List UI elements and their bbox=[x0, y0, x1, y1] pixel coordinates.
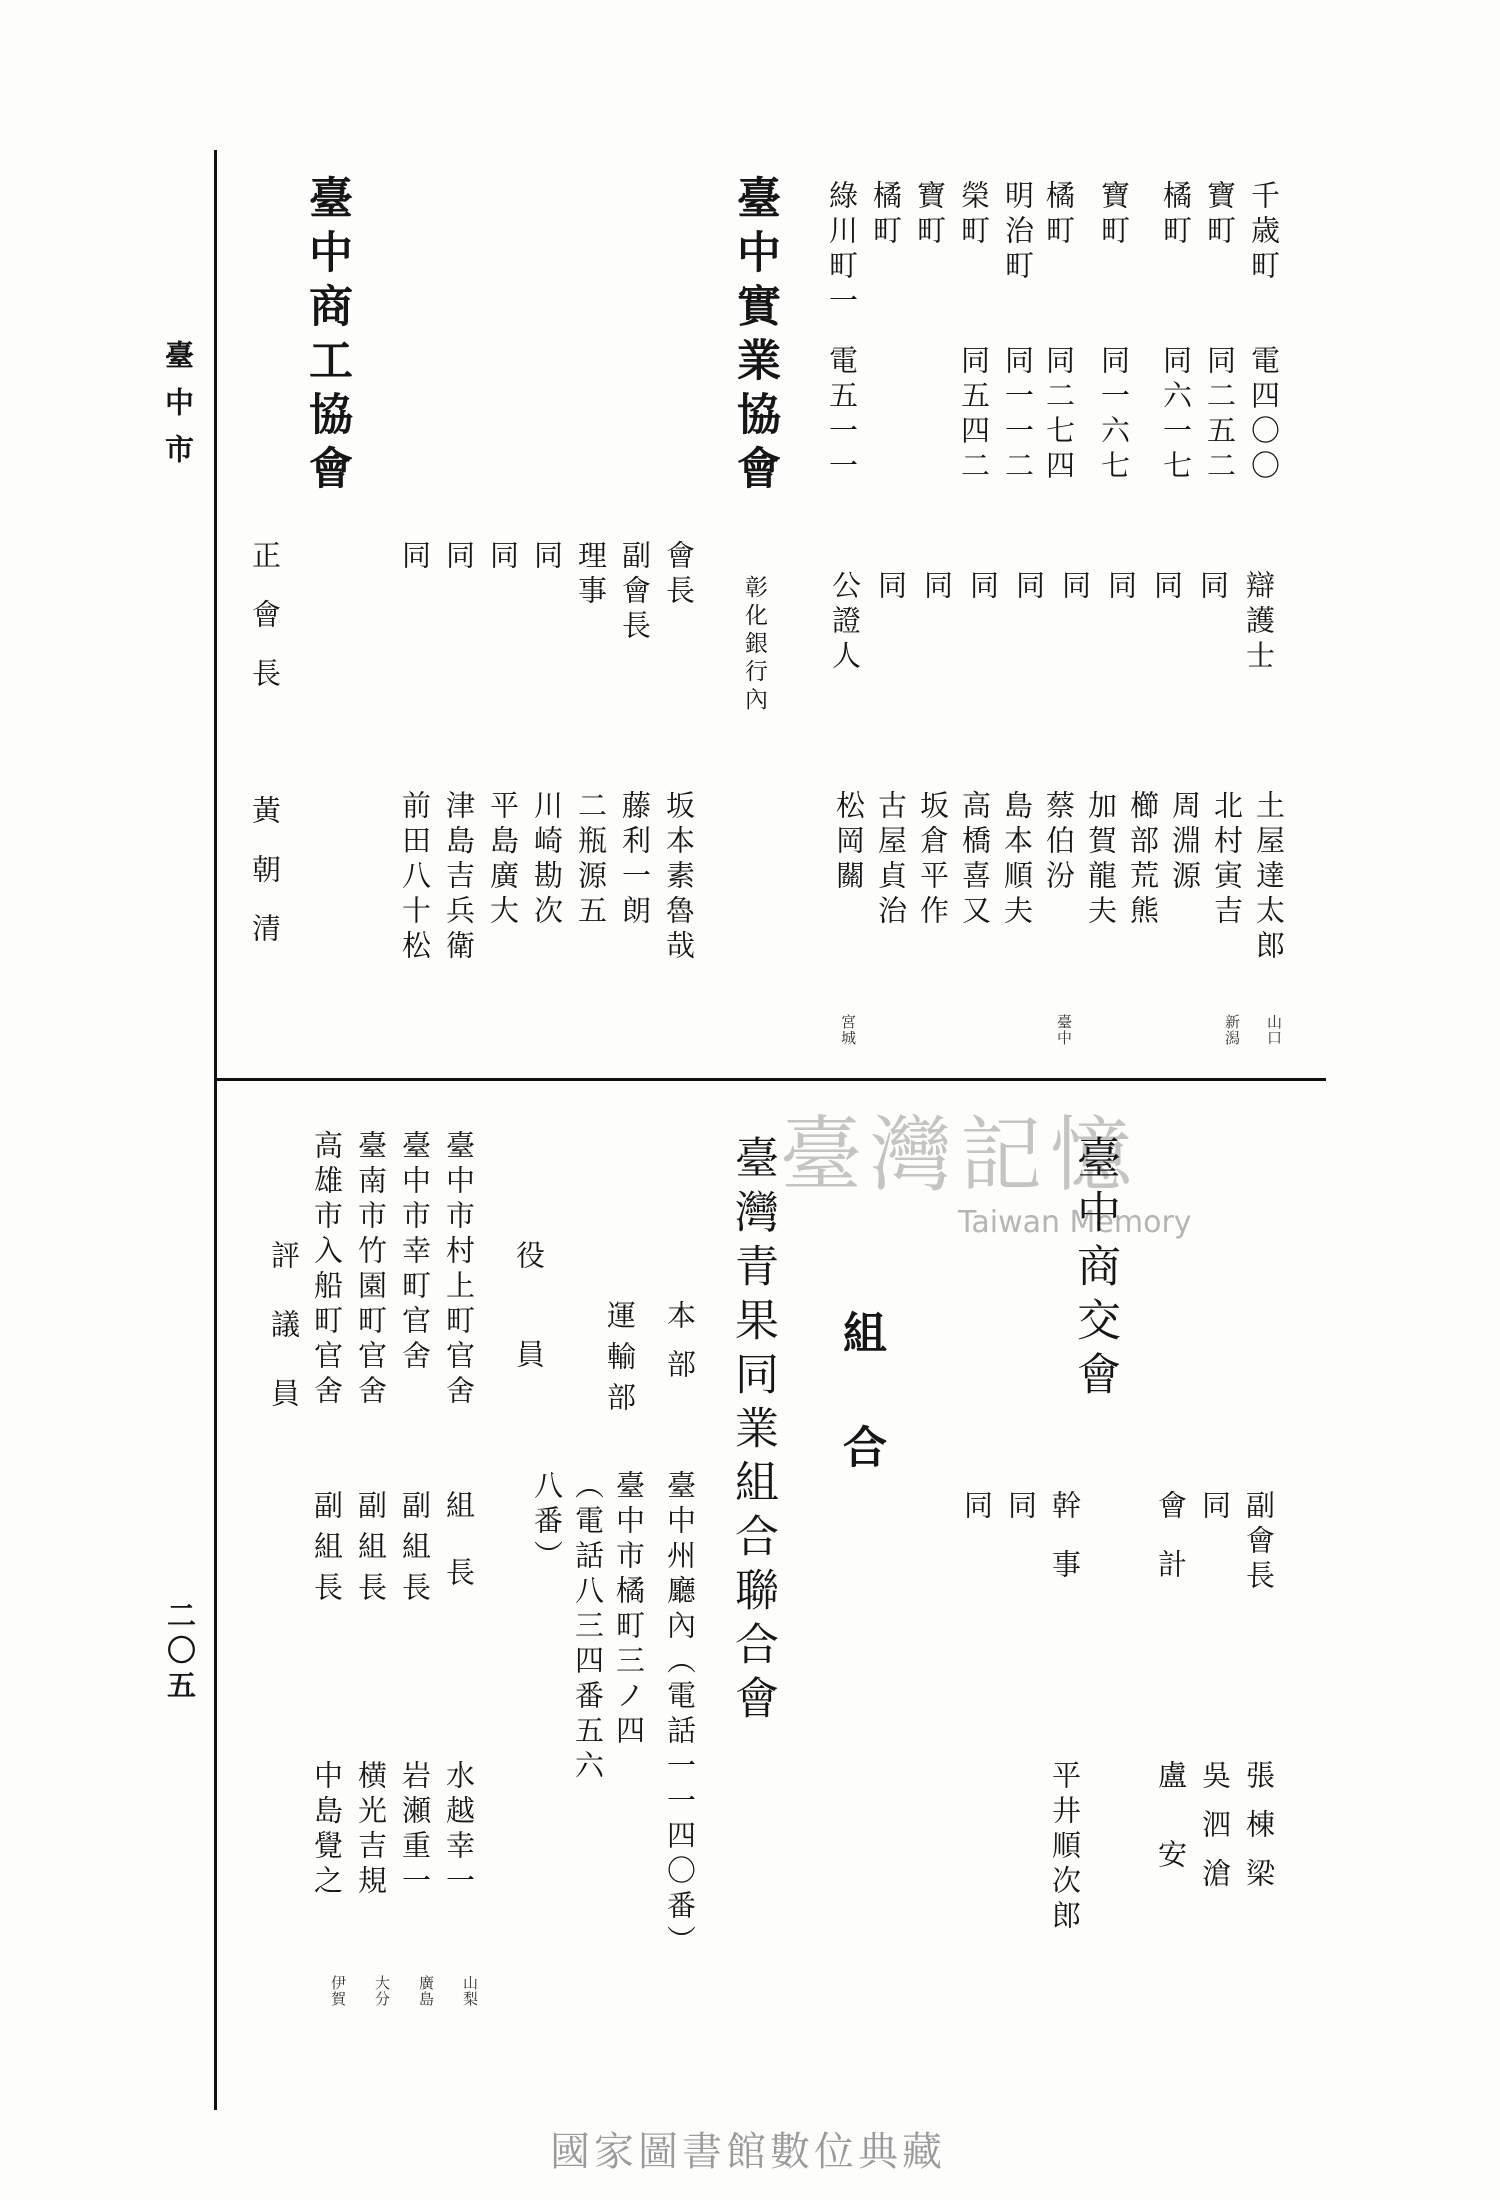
officer-role: 副組長 bbox=[310, 1490, 344, 1613]
watermark-english: Taiwan Memory bbox=[958, 1205, 1192, 1240]
lawyer-phone: 同一一二 bbox=[1001, 345, 1035, 485]
lawyer-title: 同 bbox=[920, 570, 954, 605]
jitsugyo-role: 同 bbox=[486, 540, 520, 575]
lawyer-title: 同 bbox=[1150, 570, 1184, 605]
lawyer-name: 坂倉平作 bbox=[916, 790, 950, 930]
lawyer-address: 橘町 bbox=[869, 180, 903, 250]
officer-name: 岩瀬重一 bbox=[398, 1760, 432, 1900]
section-divider bbox=[216, 1078, 1326, 1081]
officer-address-block bbox=[300, 1130, 480, 1430]
lawyer-title: 同 bbox=[1196, 570, 1230, 605]
lawyer-name: 櫛部荒熊 bbox=[1126, 790, 1160, 930]
transport-label: 運輸部 bbox=[603, 1300, 637, 1423]
lawyer-phone: 電五一一 bbox=[825, 345, 859, 485]
lawyer-phone: 同一六七 bbox=[1097, 345, 1131, 485]
officer-address: 臺中市幸町官舍 bbox=[398, 1130, 432, 1375]
shoko-kokai-role: 同 bbox=[960, 1490, 994, 1525]
officer-origin: 山梨 bbox=[461, 1975, 479, 2007]
lawyer-address: 千歳町 bbox=[1247, 180, 1281, 285]
lawyer-name: 古屋貞治 bbox=[874, 790, 908, 930]
shoko-name: 黃朝清 bbox=[248, 795, 282, 972]
lawyer-phone-block bbox=[785, 345, 1285, 520]
lawyer-phone: 同五四二 bbox=[957, 345, 991, 485]
lawyer-title: 同 bbox=[1058, 570, 1092, 605]
officer-name: 水越幸一 bbox=[442, 1760, 476, 1900]
lawyer-title: 同 bbox=[1104, 570, 1138, 605]
shoko-title: 臺中商工協會 bbox=[301, 175, 352, 499]
kumiai-heading: 組合 bbox=[835, 1310, 886, 1538]
lawyer-name: 周淵源 bbox=[1168, 790, 1202, 895]
jitsugyo-title: 臺中實業協會 bbox=[729, 175, 780, 499]
jitsugyo-role: 同 bbox=[442, 540, 476, 575]
officer-address: 高雄市入船町官舍 bbox=[310, 1130, 344, 1410]
jitsugyo-name: 前田八十松 bbox=[398, 790, 432, 965]
federation-title: 臺灣青果同業組合聯合會 bbox=[727, 1135, 778, 1729]
jitsugyo-name: 津島吉兵衛 bbox=[442, 790, 476, 965]
shoko-kokai-name-block bbox=[980, 1760, 1280, 1960]
lawyer-name: 島本順夫 bbox=[1000, 790, 1034, 930]
lawyer-origin: 新潟 bbox=[1223, 1014, 1241, 1046]
lawyer-title-block bbox=[810, 570, 1280, 770]
shoko-kokai-role: 同 bbox=[1004, 1490, 1038, 1525]
officers-heading: 役員 bbox=[512, 1240, 546, 1438]
shoko-kokai-name: 張棟梁 bbox=[1242, 1760, 1276, 1907]
lawyer-address: 寶町 bbox=[913, 180, 947, 250]
shoko-kokai-role-block bbox=[900, 1490, 1280, 1710]
shoko-kokai-title: 臺中商交會 bbox=[1069, 1135, 1120, 1405]
lawyer-name-block bbox=[810, 790, 1290, 1020]
councillors-heading: 評議員 bbox=[267, 1240, 301, 1447]
lawyer-origin: 山口 bbox=[1265, 1014, 1283, 1046]
lawyer-address: 明治町 bbox=[1001, 180, 1035, 285]
lawyer-name: 松岡關 bbox=[832, 790, 866, 895]
lawyer-origin: 宮城 bbox=[839, 1014, 857, 1046]
lawyer-name: 蔡伯汾 bbox=[1042, 790, 1076, 895]
officer-name: 横光吉規 bbox=[354, 1760, 388, 1900]
jitsugyo-name: 二瓶源五 bbox=[574, 790, 608, 930]
lawyer-phone: 同二五二 bbox=[1203, 345, 1237, 485]
officer-origin: 大分 bbox=[373, 1975, 391, 2007]
shoko-kokai-name: 平井順次郎 bbox=[1048, 1760, 1082, 1935]
lawyer-address: 綠川町一 bbox=[825, 180, 859, 320]
shoko-kokai-name: 盧安 bbox=[1154, 1760, 1188, 1918]
lawyer-phone: 同六一七 bbox=[1159, 345, 1193, 485]
officer-name: 中島覺之 bbox=[310, 1760, 344, 1900]
lawyer-phone: 電四〇〇 bbox=[1247, 345, 1281, 485]
officer-address: 臺南市竹園町官舍 bbox=[354, 1130, 388, 1410]
lawyer-title: 公證人 bbox=[828, 570, 862, 675]
jitsugyo-role: 理事 bbox=[574, 540, 608, 610]
jitsugyo-role: 同 bbox=[398, 540, 432, 575]
officer-role-block bbox=[300, 1490, 480, 1690]
jitsugyo-role: 同 bbox=[530, 540, 564, 575]
shoko-kokai-role: 副會長 bbox=[1242, 1490, 1276, 1595]
shoko-kokai-role: 幹事 bbox=[1048, 1490, 1082, 1608]
lawyer-title: 同 bbox=[966, 570, 1000, 605]
hq-label: 本部 bbox=[663, 1300, 697, 1398]
lawyer-origin: 臺中 bbox=[1055, 1014, 1073, 1046]
jitsugyo-name-block bbox=[400, 790, 700, 1020]
lawyer-name: 北村寅吉 bbox=[1210, 790, 1244, 930]
lawyer-title: 辯護士 bbox=[1242, 570, 1276, 675]
lawyer-address: 寶町 bbox=[1097, 180, 1131, 250]
running-header-city: 臺中市 bbox=[161, 340, 195, 481]
officer-origin: 伊賀 bbox=[329, 1975, 347, 2007]
shoko-kokai-role: 會計 bbox=[1154, 1490, 1188, 1608]
officer-role: 副組長 bbox=[354, 1490, 388, 1613]
page-number: 二〇五 bbox=[163, 1600, 197, 1705]
jitsugyo-name: 坂本素魯哉 bbox=[662, 790, 696, 965]
officer-name-block bbox=[300, 1760, 480, 1980]
margin-rule bbox=[214, 150, 217, 2110]
lawyer-title: 同 bbox=[1012, 570, 1046, 605]
lawyer-address: 榮町 bbox=[957, 180, 991, 250]
hq-address: 臺中州廳內（電話一一四〇番） bbox=[663, 1470, 697, 1960]
jitsugyo-name: 平島廣大 bbox=[486, 790, 520, 930]
lawyer-address: 橘町 bbox=[1042, 180, 1076, 250]
officer-address: 臺中市村上町官舍 bbox=[442, 1130, 476, 1410]
jitsugyo-name: 川崎勘次 bbox=[530, 790, 564, 930]
jitsugyo-role: 副會長 bbox=[618, 540, 652, 645]
lawyer-name: 土屋達太郎 bbox=[1252, 790, 1286, 965]
lawyer-name: 高橋喜又 bbox=[958, 790, 992, 930]
shoko-role: 正會長 bbox=[248, 540, 282, 717]
shoko-kokai-role: 同 bbox=[1198, 1490, 1232, 1525]
officer-role: 副組長 bbox=[398, 1490, 432, 1613]
transport-address-block bbox=[530, 1470, 650, 1810]
jitsugyo-location: 彰化銀行內 bbox=[741, 575, 767, 715]
lawyer-title: 同 bbox=[874, 570, 908, 605]
jitsugyo-name: 藤利一朗 bbox=[618, 790, 652, 930]
lawyer-address: 寶町 bbox=[1203, 180, 1237, 250]
shoko-kokai-name: 吳泗滄 bbox=[1198, 1760, 1232, 1907]
officer-role: 組長 bbox=[442, 1490, 476, 1624]
officer-origin: 廣島 bbox=[417, 1975, 435, 2007]
jitsugyo-role: 會長 bbox=[662, 540, 696, 610]
library-footer: 國家圖書館數位典藏 bbox=[550, 2129, 946, 2175]
watermark-logo: 臺灣記憶 bbox=[780, 1108, 1141, 1203]
lawyer-address: 橘町 bbox=[1159, 180, 1193, 250]
transport-address: 臺中市橘町三ノ四（電話八三四番五六八番） bbox=[530, 1470, 646, 1785]
jitsugyo-role-block bbox=[400, 540, 700, 740]
lawyer-name: 加賀龍夫 bbox=[1084, 790, 1118, 930]
lawyer-phone: 同二七四 bbox=[1042, 345, 1076, 485]
